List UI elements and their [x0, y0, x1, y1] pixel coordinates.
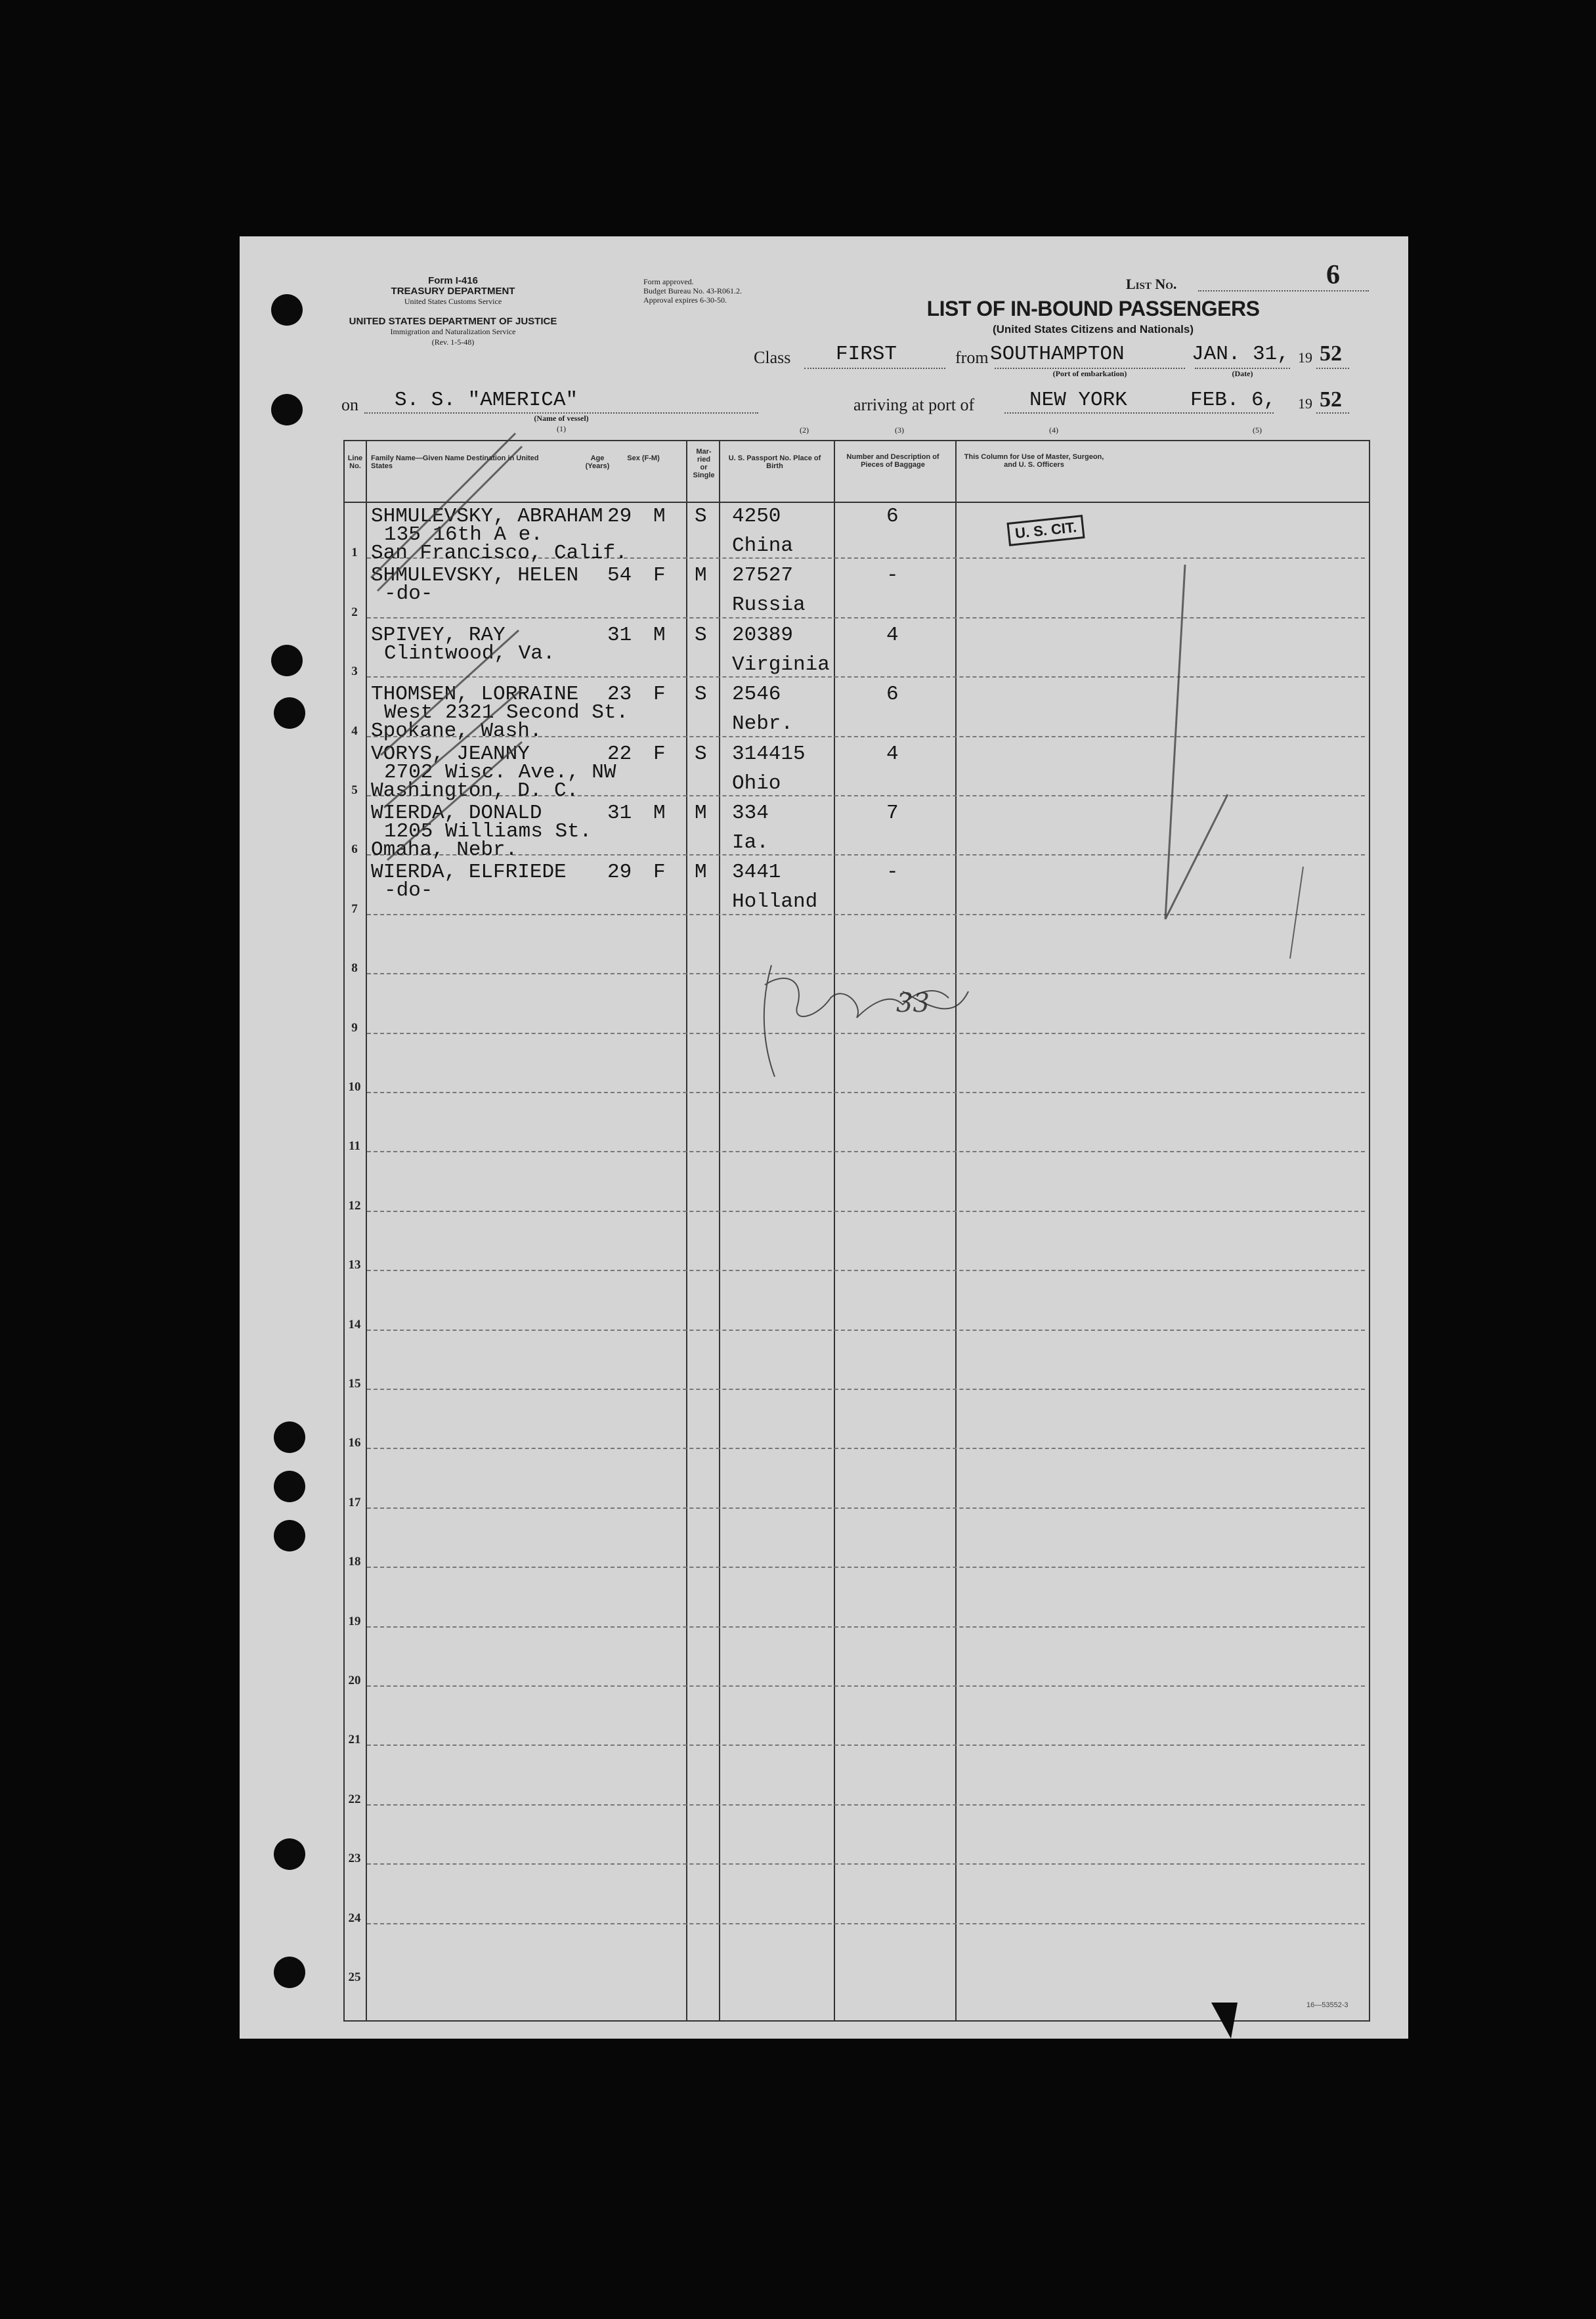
line-number: 20 [348, 1674, 361, 1687]
class-value: FIRST [836, 343, 897, 366]
revision: (Rev. 1-5-48) [431, 337, 475, 347]
approved-line2: Budget Bureau No. 43-R061.2. [643, 286, 742, 295]
passenger-passport: 27527 [732, 564, 794, 588]
page-corner-tear [1211, 2003, 1238, 2039]
us-cit-stamp: U. S. CIT. [1006, 515, 1085, 546]
passenger-passport: 2546 [732, 683, 781, 706]
on-label: on [341, 395, 358, 414]
signature-number: 33 [896, 988, 930, 1018]
passenger-marital: M [695, 861, 707, 884]
header-line-no: Line No. [347, 454, 363, 470]
passenger-address: Clintwood, Va. [384, 641, 555, 665]
passenger-birthplace: Virginia [732, 653, 830, 676]
passenger-sex: F [653, 683, 666, 706]
passenger-sex: M [653, 802, 666, 825]
pencil-check [1165, 565, 1185, 919]
passenger-age: 54 [607, 564, 632, 588]
passenger-name: WIERDA, ELFRIEDE [371, 861, 567, 884]
port-embark-label: (Port of embarkation) [1052, 369, 1127, 378]
line-number: 21 [348, 1733, 361, 1747]
pencil-slash [371, 433, 515, 578]
pencil-check [1165, 794, 1228, 919]
passenger-address: 1205 Williams St. [384, 820, 592, 843]
passenger-age: 29 [607, 861, 632, 884]
passenger-address: Spokane, Wash. [371, 720, 542, 743]
passenger-age: 23 [607, 683, 632, 706]
passenger-baggage: 6 [886, 505, 899, 528]
line-number: 4 [351, 724, 358, 738]
line-number: 12 [348, 1198, 361, 1213]
header-officers: This Column for Use of Master, Surgeon, and U. S. Officers [964, 453, 1104, 469]
col1-label: (1) [557, 424, 566, 433]
class-label: Class [754, 348, 791, 367]
passenger-passport: 3441 [732, 861, 781, 884]
passenger-name: SHMULEVSKY, ABRAHAM [371, 505, 603, 528]
line-number: 23 [348, 1852, 361, 1866]
line-number: 8 [351, 961, 358, 976]
line-number: 7 [351, 901, 358, 916]
passenger-marital: S [695, 683, 707, 706]
customs-service: United States Customs Service [404, 297, 502, 306]
header-name: Family Name—Given Name Destination in United States [371, 454, 539, 470]
passenger-sex: F [653, 861, 666, 884]
vessel-label: (Name of vessel) [534, 414, 589, 423]
line-number: 15 [348, 1377, 361, 1391]
passenger-baggage: 6 [886, 683, 899, 706]
year1-prefix: 19 [1298, 349, 1312, 366]
vessel-name: S. S. "AMERICA" [395, 389, 578, 412]
passenger-birthplace: Nebr. [732, 712, 794, 736]
page-subtitle: (United States Citizens and Nationals) [992, 323, 1194, 336]
passenger-baggage: 7 [886, 802, 899, 825]
passenger-birthplace: Holland [732, 890, 818, 914]
passenger-age: 31 [607, 802, 632, 825]
footer-code: 16—53552-3 [1306, 2001, 1348, 2009]
passenger-marital: S [695, 623, 707, 647]
passenger-marital: S [695, 505, 707, 528]
passenger-sex: F [653, 742, 666, 766]
line-number: 17 [348, 1495, 361, 1509]
line-number: 11 [349, 1139, 360, 1154]
col5-label: (5) [1253, 425, 1262, 435]
line-number: 25 [348, 1970, 361, 1984]
passenger-passport: 20389 [732, 623, 794, 647]
passenger-name: WIERDA, DONALD [371, 802, 542, 825]
passenger-sex: M [653, 505, 666, 528]
passenger-passport: 4250 [732, 505, 781, 528]
passenger-age: 22 [607, 742, 632, 766]
arrival-port: NEW YORK [1029, 389, 1127, 412]
passenger-birthplace: China [732, 534, 794, 557]
pencil-slash [387, 742, 522, 860]
header-age: Age (Years) [585, 454, 610, 470]
page-title: LIST OF IN-BOUND PASSENGERS [926, 297, 1260, 320]
year2-prefix: 19 [1298, 395, 1312, 412]
year2-value: 52 [1320, 387, 1342, 412]
passenger-baggage: 4 [886, 742, 899, 766]
passenger-passport: 314415 [732, 742, 806, 766]
passenger-address: West 2321 Second St. [384, 701, 629, 725]
pencil-marks [240, 236, 1408, 2039]
passenger-address: -do- [384, 582, 433, 606]
passenger-sex: M [653, 623, 666, 647]
passenger-baggage: - [886, 861, 899, 884]
line-number: 22 [348, 1792, 361, 1806]
col2-label: (2) [800, 425, 809, 435]
passenger-name: VORYS, JEANNY [371, 742, 530, 766]
passenger-address: 2702 Wisc. Ave., NW [384, 760, 616, 784]
pencil-slash [384, 689, 522, 808]
from-value: SOUTHAMPTON [990, 343, 1125, 366]
passenger-marital: S [695, 742, 707, 766]
passenger-passport: 334 [732, 802, 769, 825]
header-baggage: Number and Description of Pieces of Baggage [846, 453, 939, 469]
line-number: 5 [351, 783, 358, 797]
line-number: 6 [351, 842, 358, 857]
arriving-label: arriving at port of [853, 395, 975, 414]
pencil-slash [377, 446, 522, 591]
col4-label: (4) [1049, 425, 1058, 435]
pencil-mark [1290, 867, 1303, 959]
passenger-age: 29 [607, 505, 632, 528]
manifest-page [240, 236, 1408, 2039]
passenger-marital: M [695, 564, 707, 588]
line-number: 10 [348, 1080, 361, 1094]
passenger-age: 31 [607, 623, 632, 647]
line-number: 19 [348, 1614, 361, 1628]
date-label: (Date) [1232, 369, 1253, 378]
passenger-birthplace: Russia [732, 594, 806, 617]
header-married: Mar- ried or Single [693, 448, 715, 479]
header-passport: U. S. Passport No. Place of Birth [728, 454, 821, 470]
line-number: 16 [348, 1436, 361, 1450]
passenger-address: San Francisco, Calif. [371, 542, 628, 565]
pencil-slash [381, 630, 519, 755]
passenger-address: Washington, D. C. [371, 779, 579, 802]
treasury-dept: TREASURY DEPARTMENT [391, 286, 515, 297]
from-label: from [955, 348, 989, 367]
passenger-name: SPIVEY, RAY [371, 623, 506, 647]
header-sex: Sex (F-M) [627, 454, 660, 462]
justice-dept: UNITED STATES DEPARTMENT OF JUSTICE [349, 316, 557, 327]
line-number: 18 [348, 1555, 361, 1569]
date1-value: JAN. 31, [1192, 343, 1289, 366]
ins-service: Immigration and Naturalization Service [390, 327, 516, 336]
passenger-birthplace: Ia. [732, 831, 769, 854]
approved-line1: Form approved. [643, 277, 694, 286]
signature-scribble [764, 965, 968, 1077]
passenger-address: Omaha, Nebr. [371, 838, 518, 861]
passenger-name: SHMULEVSKY, HELEN [371, 564, 579, 588]
passenger-birthplace: Ohio [732, 771, 781, 795]
passenger-address: -do- [384, 879, 433, 903]
passenger-baggage: - [886, 564, 899, 588]
list-no-label: List No. [1126, 276, 1177, 292]
line-number: 13 [348, 1258, 361, 1272]
passenger-baggage: 4 [886, 623, 899, 647]
form-number: Form I-416 [428, 275, 478, 286]
approved-line3: Approval expires 6-30-50. [643, 295, 727, 305]
year1-value: 52 [1320, 341, 1342, 366]
line-number: 1 [351, 546, 358, 560]
col3-label: (3) [895, 425, 904, 435]
line-number: 14 [348, 1317, 361, 1332]
line-number: 3 [351, 664, 358, 679]
list-no-value: 6 [1326, 260, 1340, 290]
passenger-marital: M [695, 802, 707, 825]
line-number: 9 [351, 1020, 358, 1035]
line-number: 24 [348, 1911, 361, 1925]
passenger-sex: F [653, 564, 666, 588]
date2-value: FEB. 6, [1190, 389, 1276, 412]
passenger-name: THOMSEN, LORRAINE [371, 683, 579, 706]
passenger-address: 135 16th A e. [384, 523, 543, 546]
line-number: 2 [351, 605, 358, 619]
